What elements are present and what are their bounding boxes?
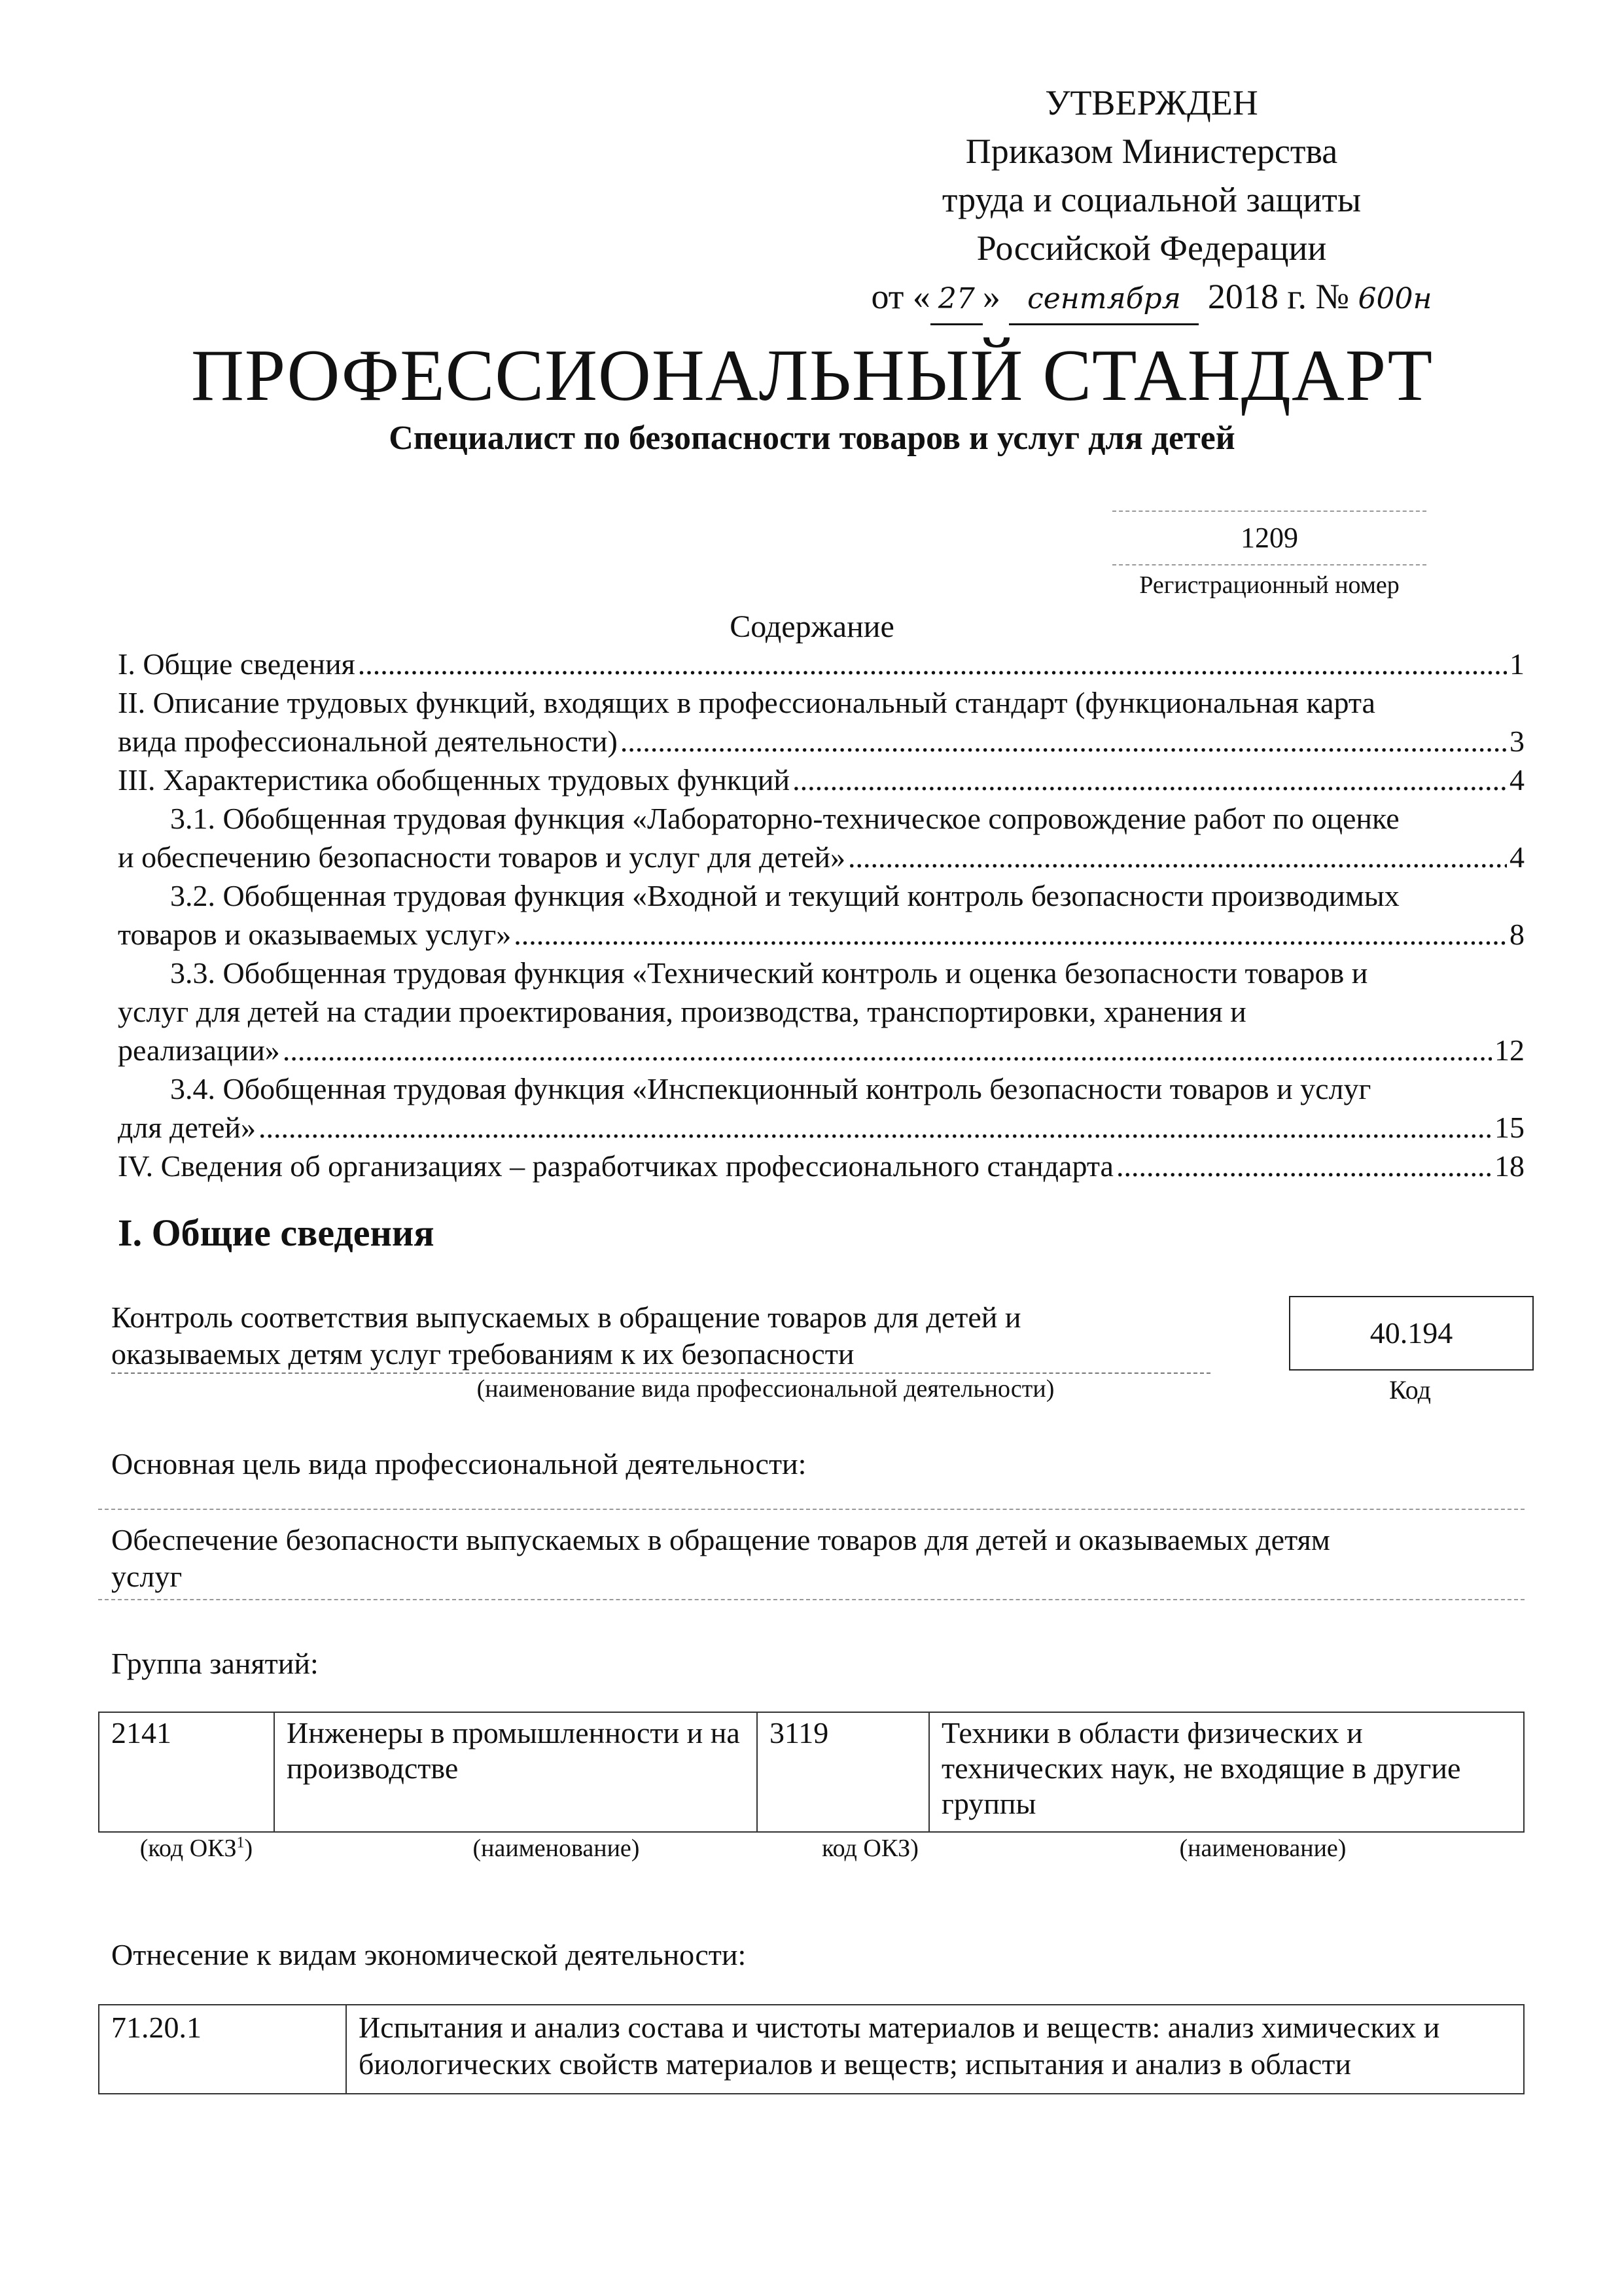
goal-line: услуг (111, 1560, 183, 1593)
document-title: ПРОФЕССИОНАЛЬНЫЙ СТАНДАРТ (191, 335, 1433, 416)
approval-title: УТВЕРЖДЕН (1045, 83, 1258, 122)
toc-page: 4 (1509, 840, 1525, 874)
registration-number-box: 1209 (1112, 511, 1426, 565)
okved-name-cell: Испытания и анализ состава и чистоты материалов и веществ: анализ химических и биологических свойств материалов и веществ; испытания и анализ в области (346, 2005, 1524, 2094)
date-prefix: от « (871, 277, 930, 316)
toc-item[interactable]: 3.2. Обобщенная трудовая функция «Входной и текущий контроль безопасности производимых товаров и оказываемых услуг» ..... 8 (118, 876, 1525, 954)
okz-name-caption: (наименование) (472, 1835, 640, 1862)
date-month: сентября (1009, 275, 1199, 325)
approval-date-line (824, 272, 1479, 325)
approval-line-ministry: Приказом Министерства (965, 132, 1338, 171)
activity-line: оказываемых детям услуг требованиям к их безопасности (111, 1336, 1210, 1374)
okz-name-cell: Инженеры в промышленности и на производстве (274, 1712, 757, 1832)
toc-page: 18 (1494, 1149, 1525, 1183)
toc-page: 3 (1509, 725, 1525, 758)
toc-item[interactable]: IV. Сведения об организациях – разработчиках профессионального стандарта ..... 18 (118, 1147, 1525, 1185)
footnote-marker: 1 (236, 1834, 245, 1852)
okz-code-cell: 2141 (99, 1712, 274, 1832)
toc-heading: Содержание (730, 609, 894, 644)
goal-line: Обеспечение безопасности выпускаемых в обращение товаров для детей и оказываемых детям (111, 1523, 1330, 1556)
toc-page: 12 (1494, 1033, 1525, 1067)
date-year: 2018 г. № (1207, 277, 1349, 316)
activity-code-label: Код (1389, 1375, 1431, 1405)
approval-block (824, 79, 1479, 325)
toc-item[interactable]: 3.4. Обобщенная трудовая функция «Инспекционный контроль безопасности товаров и услуг для детей» ..... 15 (118, 1069, 1525, 1147)
toc-page: 1 (1509, 647, 1525, 681)
document-subtitle: Специалист по безопасности товаров и услуг для детей (389, 420, 1235, 457)
activity-code-box: 40.194 (1289, 1296, 1534, 1371)
group-label: Группа занятий: (111, 1647, 319, 1680)
toc-item[interactable]: 3.3. Обобщенная трудовая функция «Технический контроль и оценка безопасности товаров и услуг для детей на стадии проектирования, производства, транспортировки, хранения и реализации» ..... 12 (118, 954, 1525, 1069)
registration-number-label: Регистрационный номер (1139, 571, 1400, 599)
toc-page: 4 (1509, 763, 1525, 797)
okz-code-caption: код ОКЗ) (822, 1835, 919, 1862)
toc-item[interactable]: 3.1. Обобщенная трудовая функция «Лабораторно-техническое сопровождение работ по оценке и обеспечению безопасности товаров и услуг для детей» ..... 4 (118, 799, 1525, 876)
toc-page: 15 (1494, 1111, 1525, 1144)
approval-line-federation: Российской Федерации (976, 228, 1327, 268)
date-day: 27 (930, 275, 983, 325)
activity-caption: (наименование вида профессиональной деятельности) (476, 1375, 1055, 1403)
activity-line: Контроль соответствия выпускаемых в обращение товаров для детей и (111, 1300, 1021, 1334)
okved-code-cell: 71.20.1 (99, 2005, 346, 2094)
toc-item[interactable]: III. Характеристика обобщенных трудовых функций ..... 4 (118, 761, 1525, 799)
order-number: 600н (1358, 282, 1432, 315)
toc-page: 8 (1509, 918, 1525, 951)
table-row (99, 1712, 1524, 1832)
okz-name-cell: Техники в области физических и технических наук, не входящие в другие группы (929, 1712, 1524, 1832)
goal-label: Основная цель вида профессиональной деятельности: (111, 1447, 807, 1480)
section-title: I. Общие сведения (118, 1211, 434, 1254)
table-of-contents (118, 645, 1525, 1185)
okz-code-cell: 3119 (757, 1712, 929, 1832)
economic-activity-label: Отнесение к видам экономической деятельности: (111, 1938, 747, 1971)
table-row (99, 2005, 1524, 2094)
occupation-group-table (98, 1712, 1525, 1833)
approval-line-labour: труда и социальной защиты (942, 180, 1362, 219)
okz-code-caption: (код ОКЗ$^1$) (139, 1834, 253, 1862)
goal-box (98, 1509, 1525, 1600)
toc-item[interactable]: II. Описание трудовых функций, входящих в профессиональный стандарт (функциональная карта вида профессиональной деятельности) ..... 3 (118, 683, 1525, 761)
date-mid: » (982, 277, 1000, 316)
okz-name-caption: (наименование) (1179, 1835, 1347, 1862)
toc-item[interactable]: I. Общие сведения ..... 1 (118, 645, 1525, 683)
activity-name (111, 1299, 1210, 1374)
economic-activity-table (98, 2004, 1525, 2094)
